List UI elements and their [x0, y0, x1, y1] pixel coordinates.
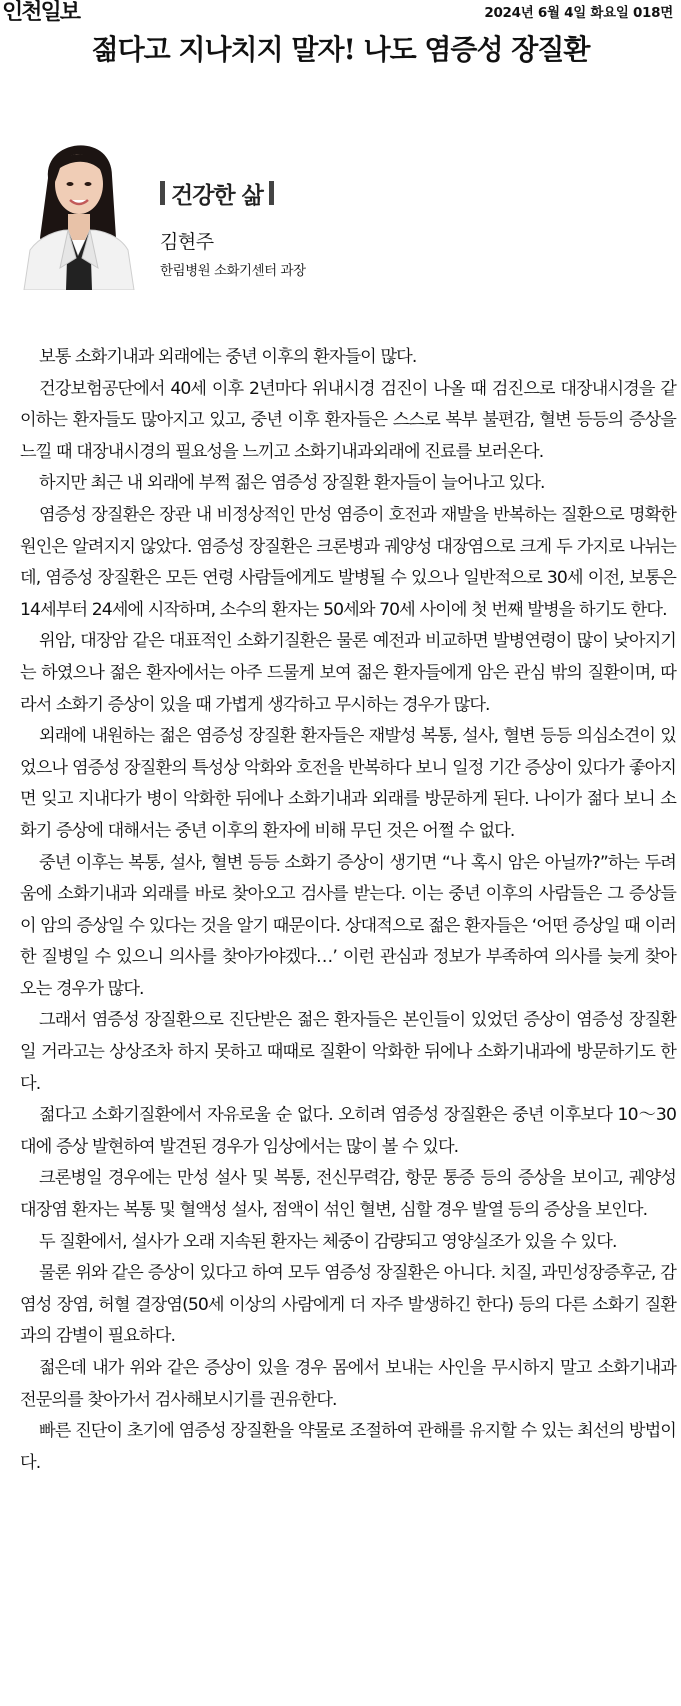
author-name: 김현주	[160, 231, 214, 253]
column-label-bar-left	[160, 181, 165, 205]
article-paragraph: 보통 소화기내과 외래에는 중년 이후의 환자들이 많다.	[39, 347, 417, 367]
column-label-bar-right	[269, 181, 274, 205]
article-paragraph: 염증성 장질환은 장관 내 비정상적인 만성 염증이 호전과 재발을 반복하는 질환으로 명확한 원인은 알려지지 않았다. 염증성 장질환은 크론병과 궤양성 대장염으로 크게 두 가지로 나뉘는데, 염증성 장질환은 모든 연령 사람들에게도 발병될 수 있으나 일반적으로 30세 이전, 보통은 14세부터 24세에 시작하며, 소수의 환자는 50세와 70세 사이에 첫 번째 발병을 하기도 한다.	[20, 504, 676, 620]
article-paragraph: 빠른 진단이 초기에 염증성 장질환을 약물로 조절하여 관해를 유지할 수 있는 최선의 방법이다.	[20, 1421, 676, 1473]
article-paragraph: 중년 이후는 복통, 설사, 혈변 등등 소화기 증상이 생기면 “나 혹시 암은 아닐까?”하는 두려움에 소화기내과 외래를 바로 찾아오고 검사를 받는다. 이는 중년 이후의 사람들은 그 증상들이 암의 증상일 수 있다는 것을 알기 때문이다. 상대적으로 젊은 환자들은 ‘어떤 증상일 때 이러한 질병일 수 있으니 의사를 찾아가야겠다…’ 이런 관심과 정보가 부족하여 의사를 늦게 찾아오는 경우가 많다.	[20, 852, 676, 999]
article-paragraph: 두 질환에서, 설사가 오래 지속된 환자는 체중이 감량되고 영양실조가 있을 수 있다.	[39, 1231, 617, 1252]
article-paragraph: 젊다고 소화기질환에서 자유로울 순 없다. 오히려 염증성 장질환은 중년 이후보다 10～30대에 증상 발현하여 발견된 경우가 임상에서는 많이 볼 수 있다.	[20, 1105, 676, 1157]
author-photo	[20, 118, 136, 290]
article-paragraph: 크론병일 경우에는 만성 설사 및 복통, 전신무력감, 항문 통증 등의 증상을 보이고, 궤양성 대장염 환자는 복통 및 혈액성 설사, 점액이 섞인 혈변, 심할 경우 발열 등의 증상을 보인다.	[20, 1168, 676, 1221]
article-paragraph: 젊은데 내가 위와 같은 증상이 있을 경우 몸에서 보내는 사인을 무시하지 말고 소화기내과 전문의를 찾아가서 검사해보시기를 권유한다.	[20, 1358, 676, 1410]
article-paragraph: 물론 위와 같은 증상이 있다고 하여 모두 염증성 장질환은 아니다. 치질, 과민성장증후군, 감염성 장염, 허혈 결장염(50세 이상의 사람에게 더 자주 발생하긴 한다) 등의 다른 소화기 질환과의 감별이 필요하다.	[20, 1263, 676, 1347]
article-paragraph: 건강보험공단에서 40세 이후 2년마다 위내시경 검진이 나올 때 검진으로 대장내시경을 같이하는 환자들도 많아지고 있고, 중년 이후 환자들은 스스로 복부 불편감, 혈변 등등의 증상을 느낄 때 대장내시경의 필요성을 느끼고 소화기내과외래에 진료를 보러온다.	[20, 378, 676, 462]
newspaper-logo: 인천일보	[2, 0, 80, 25]
author-title: 한림병원 소화기센터 과장	[160, 263, 306, 279]
column-label	[160, 176, 274, 210]
article-paragraph: 위암, 대장암 같은 대표적인 소화기질환은 물론 예전과 비교하면 발병연령이 많이 낮아지기는 하였으나 젊은 환자에서는 아주 드물게 보여 젊은 환자들에게 암은 관심 밖의 질환이며, 따라서 소화기 증상이 있을 때 가볍게 생각하고 무시하는 경우가 많다.	[20, 631, 676, 715]
masthead	[0, 0, 681, 30]
article-paragraph: 하지만 최근 내 외래에 부쩍 젊은 염증성 장질환 환자들이 늘어나고 있다.	[39, 473, 545, 494]
article-paragraph: 외래에 내원하는 젊은 염증성 장질환 환자들은 재발성 복통, 설사, 혈변 등등 의심소견이 있었으나 염증성 장질환의 특성상 악화와 호전을 반복하다 보니 일정 기간 증상이 있다가 좋아지면 잊고 지내다가 병이 악화한 뒤에나 소화기내과 외래를 방문하게 된다. 나이가 젊다 보니 소화기 증상에 대해서는 중년 이후의 환자에 비해 무딘 것은 어쩔 수 없다.	[20, 726, 676, 841]
headline: 젊다고 지나치지 말자! 나도 염증성 장질환	[91, 33, 590, 66]
dateline: 2024년 6월 4일 화요일 018면	[484, 5, 673, 21]
article-body	[20, 342, 676, 1479]
article-paragraph: 그래서 염증성 장질환으로 진단받은 젊은 환자들은 본인들이 있었던 증상이 염증성 장질환일 거라고는 상상조차 하지 못하고 때때로 질환이 악화한 뒤에나 소화기내과에 방문하기도 한다.	[20, 1010, 676, 1094]
column-label-text: 건강한 삶	[171, 182, 263, 209]
